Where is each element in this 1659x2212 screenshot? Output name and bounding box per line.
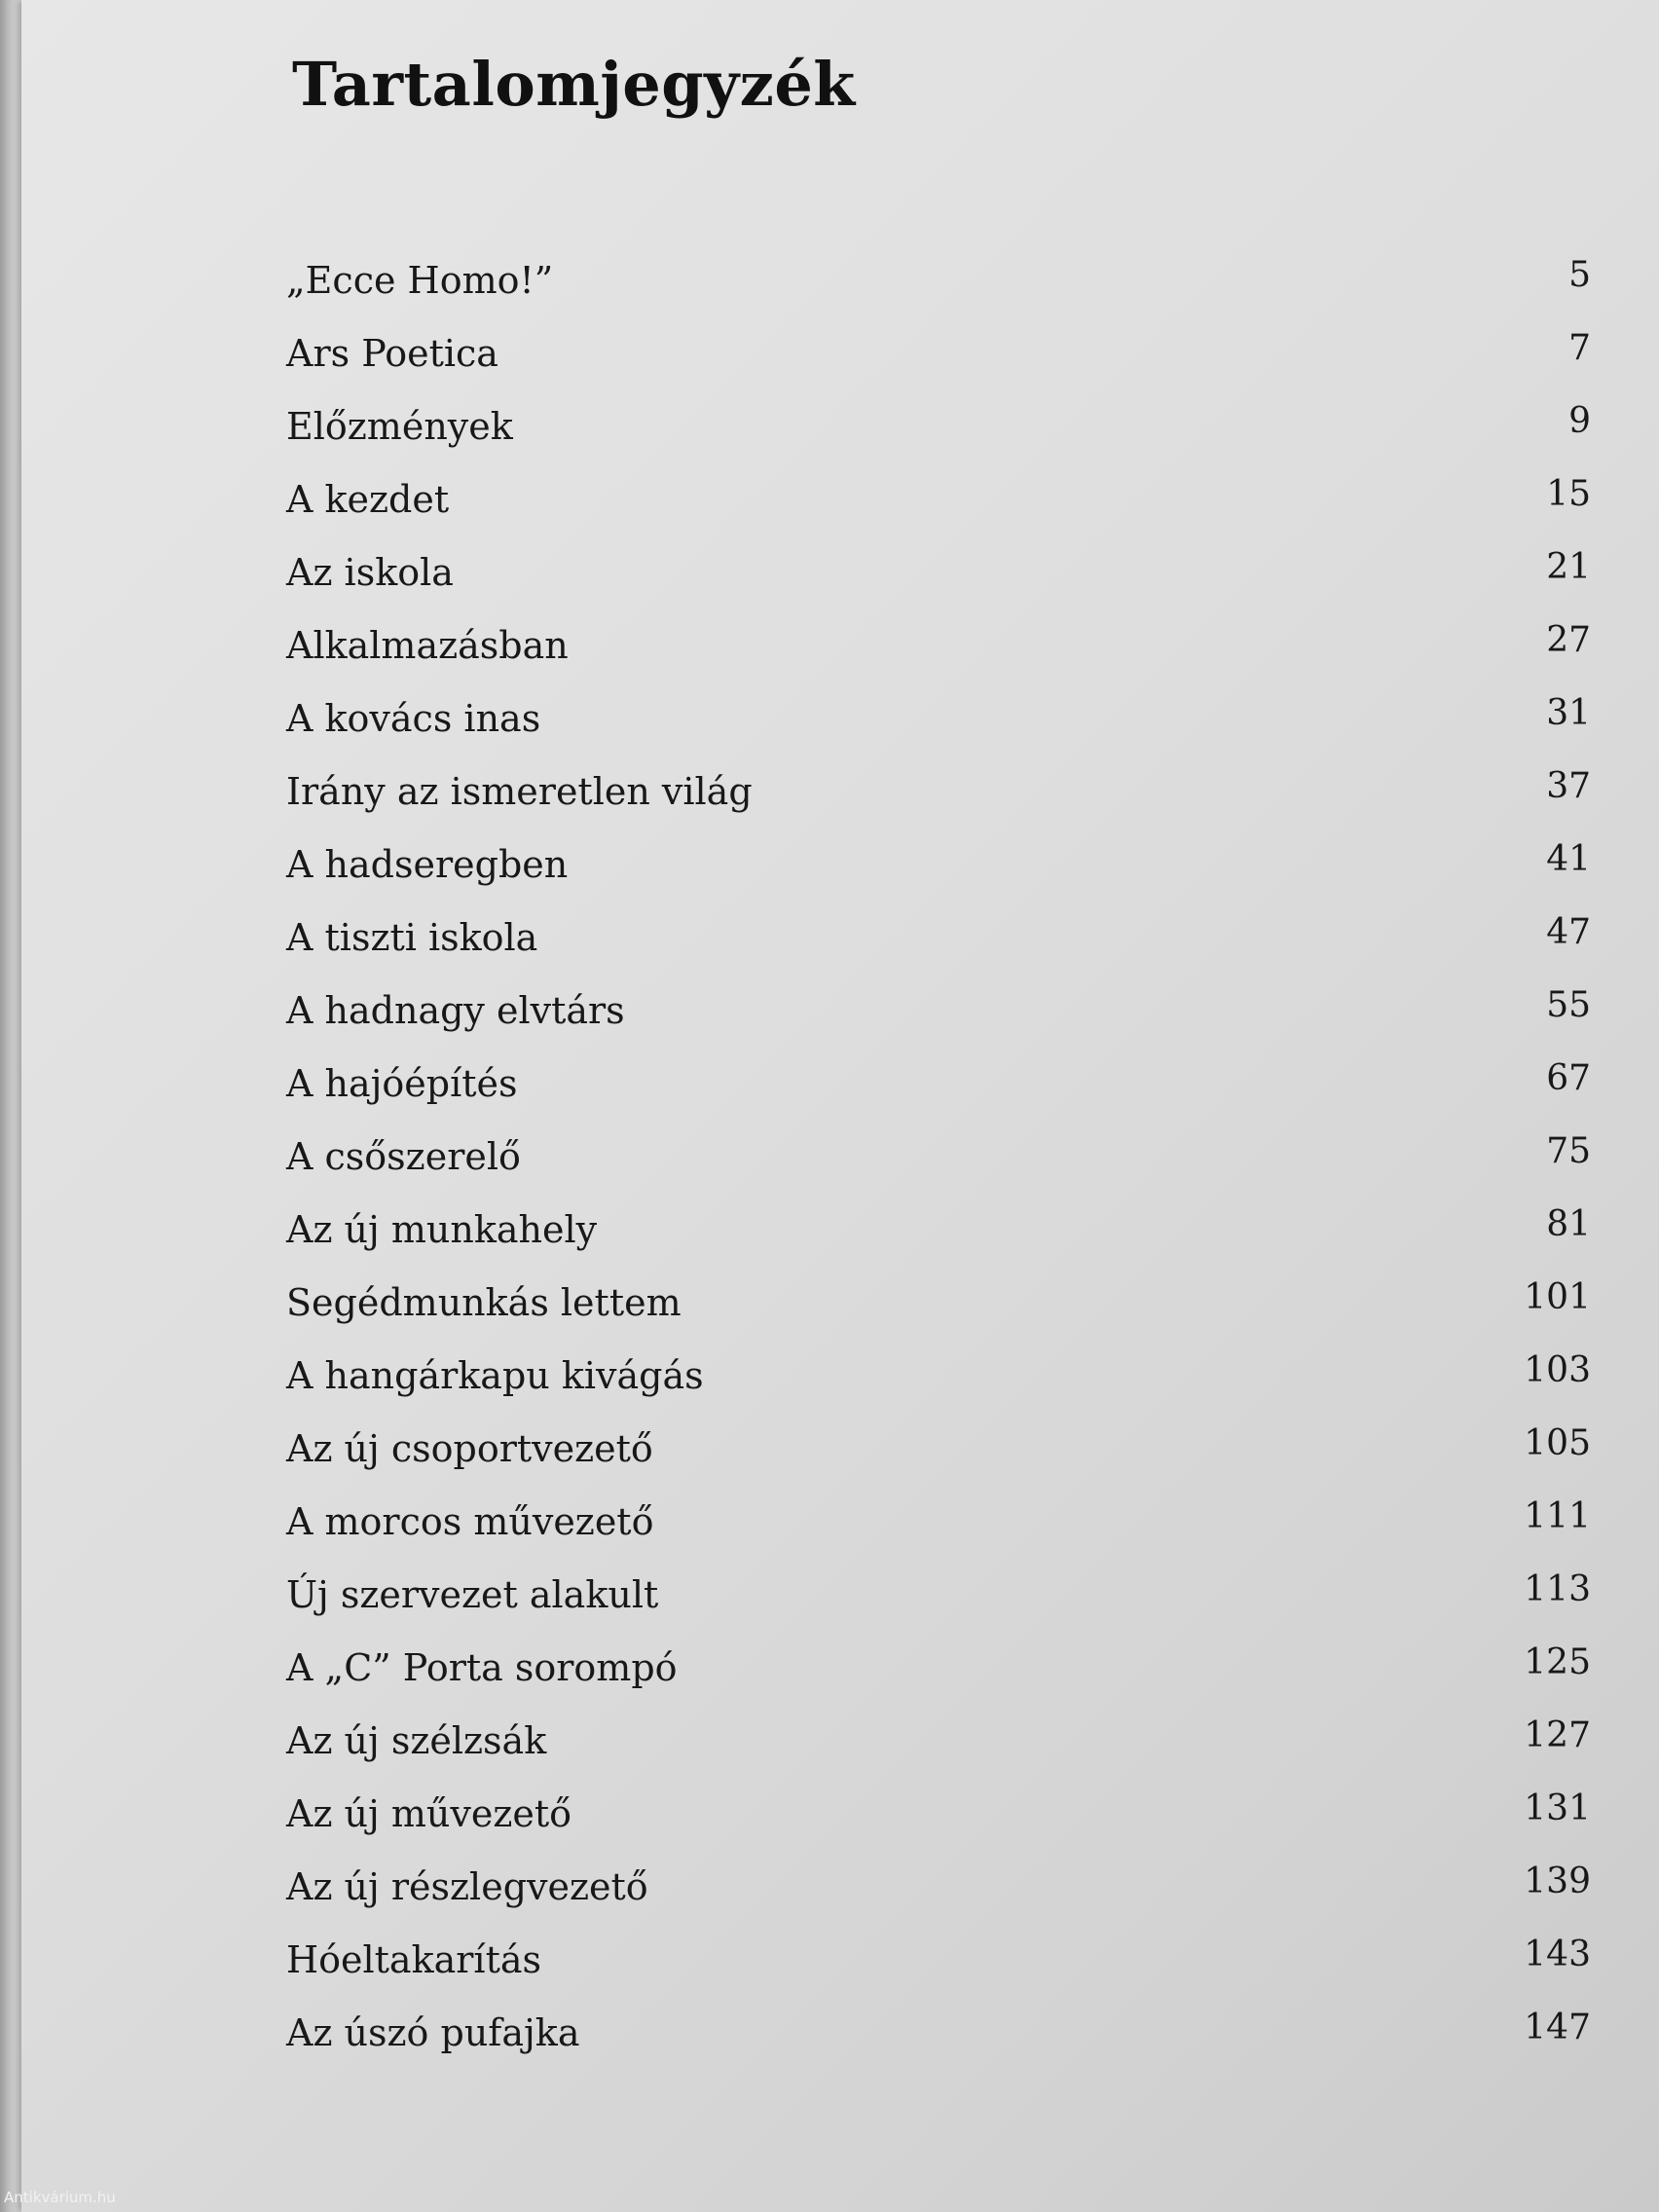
toc-row (286, 693, 1591, 766)
toc-row (286, 1788, 1591, 1862)
toc-entry-title: Az új művezető (286, 1792, 571, 1835)
toc-row (286, 1350, 1591, 1423)
toc-row (286, 1277, 1591, 1350)
toc-entry-page: 15 (1546, 474, 1591, 514)
toc-row (286, 1862, 1591, 1935)
toc-entry-title: Az új csoportvezető (286, 1427, 653, 1470)
toc-entry-page: 111 (1524, 1496, 1591, 1536)
toc-entry-page: 7 (1568, 328, 1591, 368)
toc-row (286, 474, 1591, 547)
toc-row (286, 839, 1591, 912)
toc-entry-page: 103 (1524, 1350, 1591, 1390)
table-of-contents (286, 255, 1591, 2081)
toc-entry-page: 125 (1524, 1642, 1591, 1682)
toc-entry-page: 81 (1546, 1204, 1591, 1244)
toc-row (286, 1642, 1591, 1715)
toc-entry-title: A morcos művezető (286, 1500, 654, 1543)
toc-entry-page: 55 (1546, 985, 1591, 1025)
toc-entry-title: A kezdet (286, 478, 450, 521)
toc-entry-title: A hangárkapu kivágás (286, 1354, 704, 1397)
toc-entry-title: Az új munkahely (286, 1208, 598, 1251)
toc-entry-page: 147 (1524, 2008, 1591, 2047)
toc-entry-title: A hadseregben (286, 843, 569, 886)
toc-entry-page: 5 (1568, 255, 1591, 295)
toc-row (286, 620, 1591, 693)
toc-row (286, 1715, 1591, 1788)
toc-row (286, 1131, 1591, 1204)
toc-entry-page: 127 (1524, 1715, 1591, 1755)
toc-entry-page: 101 (1524, 1277, 1591, 1317)
toc-row (286, 2008, 1591, 2081)
toc-entry-page: 67 (1546, 1058, 1591, 1098)
page-title: Tartalomjegyzék (292, 49, 856, 120)
toc-entry-title: A kovács inas (286, 697, 541, 740)
toc-entry-title: Az új részlegvezető (286, 1865, 648, 1908)
toc-entry-page: 139 (1524, 1862, 1591, 1901)
toc-row (286, 1935, 1591, 2008)
toc-row (286, 401, 1591, 474)
toc-entry-title: Az úszó pufajka (286, 2011, 580, 2054)
toc-entry-title: Új szervezet alakult (286, 1573, 659, 1616)
toc-row (286, 985, 1591, 1058)
toc-row (286, 1204, 1591, 1277)
toc-entry-page: 75 (1546, 1131, 1591, 1171)
toc-row (286, 547, 1591, 620)
toc-entry-page: 31 (1546, 693, 1591, 733)
toc-entry-page: 27 (1546, 620, 1591, 660)
toc-entry-title: Hóeltakarítás (286, 1938, 542, 1981)
toc-entry-title: A hadnagy elvtárs (286, 989, 625, 1032)
toc-entry-title: Az új szélzsák (286, 1719, 547, 1762)
toc-row (286, 328, 1591, 401)
toc-entry-page: 21 (1546, 547, 1591, 587)
page-edge (0, 0, 21, 2212)
toc-entry-page: 143 (1524, 1935, 1591, 1974)
toc-entry-title: Ars Poetica (286, 332, 498, 375)
toc-row (286, 1569, 1591, 1642)
watermark: Antikvárium.hu (4, 2189, 116, 2206)
toc-entry-page: 131 (1524, 1788, 1591, 1828)
toc-entry-page: 37 (1546, 766, 1591, 806)
toc-entry-title: Segédmunkás lettem (286, 1281, 682, 1324)
toc-row (286, 766, 1591, 839)
toc-entry-page: 113 (1524, 1569, 1591, 1609)
toc-entry-page: 105 (1524, 1423, 1591, 1463)
toc-row (286, 255, 1591, 328)
toc-entry-page: 47 (1546, 912, 1591, 952)
toc-entry-title: Előzmények (286, 405, 513, 448)
toc-entry-title: A „C” Porta sorompó (286, 1646, 678, 1689)
toc-entry-page: 9 (1568, 401, 1591, 441)
toc-row (286, 1423, 1591, 1496)
toc-row (286, 1058, 1591, 1131)
toc-row (286, 912, 1591, 985)
book-page (21, 0, 1659, 2212)
toc-entry-title: A hajóépítés (286, 1062, 518, 1105)
toc-entry-title: A tiszti iskola (286, 916, 538, 959)
toc-entry-title: Irány az ismeretlen világ (286, 770, 753, 813)
toc-entry-title: Az iskola (286, 551, 454, 594)
toc-row (286, 1496, 1591, 1569)
toc-entry-title: A csőszerelő (286, 1135, 521, 1178)
toc-entry-title: Alkalmazásban (286, 624, 569, 667)
toc-entry-title: „Ecce Homo!” (286, 259, 554, 302)
toc-entry-page: 41 (1546, 839, 1591, 879)
